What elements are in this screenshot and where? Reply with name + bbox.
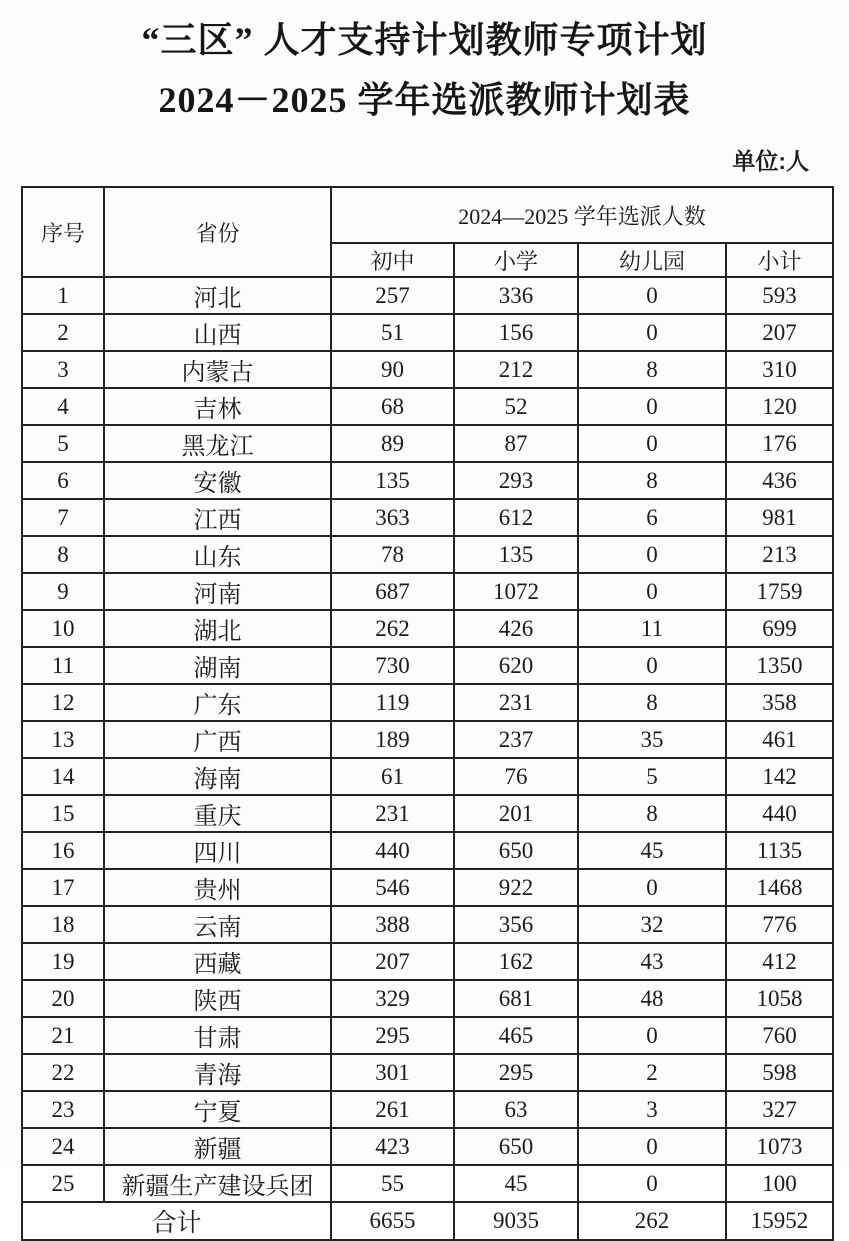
- row-kindergarten: 0: [578, 573, 726, 610]
- row-kindergarten: 0: [578, 277, 726, 314]
- row-index: 17: [22, 869, 104, 906]
- row-primary: 336: [454, 277, 578, 314]
- row-subtotal: 120: [726, 388, 833, 425]
- row-junior: 207: [331, 943, 454, 980]
- row-primary: 681: [454, 980, 578, 1017]
- total-junior: 6655: [331, 1202, 454, 1240]
- row-junior: 546: [331, 869, 454, 906]
- row-province: 重庆: [104, 795, 331, 832]
- row-junior: 55: [331, 1165, 454, 1202]
- row-index: 12: [22, 684, 104, 721]
- table-row: [22, 277, 833, 314]
- row-primary: 162: [454, 943, 578, 980]
- row-kindergarten: 8: [578, 795, 726, 832]
- row-subtotal: 327: [726, 1091, 833, 1128]
- row-primary: 52: [454, 388, 578, 425]
- row-primary: 356: [454, 906, 578, 943]
- row-kindergarten: 8: [578, 351, 726, 388]
- row-kindergarten: 0: [578, 536, 726, 573]
- row-primary: 612: [454, 499, 578, 536]
- table-row: [22, 980, 833, 1017]
- row-index: 6: [22, 462, 104, 499]
- row-subtotal: 213: [726, 536, 833, 573]
- row-kindergarten: 3: [578, 1091, 726, 1128]
- row-subtotal: 1350: [726, 647, 833, 684]
- row-primary: 87: [454, 425, 578, 462]
- row-province: 西藏: [104, 943, 331, 980]
- row-junior: 388: [331, 906, 454, 943]
- table-row: [22, 610, 833, 647]
- row-junior: 329: [331, 980, 454, 1017]
- table-row: [22, 499, 833, 536]
- row-province: 广东: [104, 684, 331, 721]
- row-subtotal: 358: [726, 684, 833, 721]
- row-index: 11: [22, 647, 104, 684]
- row-subtotal: 142: [726, 758, 833, 795]
- table-row: [22, 906, 833, 943]
- row-subtotal: 776: [726, 906, 833, 943]
- row-kindergarten: 2: [578, 1054, 726, 1091]
- row-primary: 237: [454, 721, 578, 758]
- total-subtotal: 15952: [726, 1202, 833, 1240]
- row-junior: 189: [331, 721, 454, 758]
- row-province: 四川: [104, 832, 331, 869]
- row-index: 3: [22, 351, 104, 388]
- row-kindergarten: 8: [578, 684, 726, 721]
- row-kindergarten: 0: [578, 1165, 726, 1202]
- row-subtotal: 440: [726, 795, 833, 832]
- row-subtotal: 176: [726, 425, 833, 462]
- row-junior: 423: [331, 1128, 454, 1165]
- row-province: 吉林: [104, 388, 331, 425]
- document-title-line2: 2024－2025 学年选派教师计划表: [158, 80, 691, 120]
- total-kindergarten: 262: [578, 1202, 726, 1240]
- row-primary: 650: [454, 1128, 578, 1165]
- row-kindergarten: 0: [578, 1128, 726, 1165]
- table-row: [22, 721, 833, 758]
- row-junior: 262: [331, 610, 454, 647]
- row-primary: 650: [454, 832, 578, 869]
- row-subtotal: 593: [726, 277, 833, 314]
- row-subtotal: 1759: [726, 573, 833, 610]
- header-province: 省份: [104, 187, 331, 277]
- row-kindergarten: 0: [578, 1017, 726, 1054]
- row-primary: 620: [454, 647, 578, 684]
- table-row: [22, 388, 833, 425]
- row-junior: 68: [331, 388, 454, 425]
- row-subtotal: 699: [726, 610, 833, 647]
- row-junior: 261: [331, 1091, 454, 1128]
- row-primary: 212: [454, 351, 578, 388]
- row-province: 云南: [104, 906, 331, 943]
- row-primary: 63: [454, 1091, 578, 1128]
- row-kindergarten: 0: [578, 314, 726, 351]
- row-junior: 90: [331, 351, 454, 388]
- table-row: [22, 573, 833, 610]
- table-row: [22, 1091, 833, 1128]
- row-index: 22: [22, 1054, 104, 1091]
- total-primary: 9035: [454, 1202, 578, 1240]
- row-junior: 257: [331, 277, 454, 314]
- row-kindergarten: 45: [578, 832, 726, 869]
- row-primary: 426: [454, 610, 578, 647]
- row-province: 内蒙古: [104, 351, 331, 388]
- row-primary: 1072: [454, 573, 578, 610]
- row-junior: 89: [331, 425, 454, 462]
- row-province: 湖南: [104, 647, 331, 684]
- row-junior: 231: [331, 795, 454, 832]
- row-province: 安徽: [104, 462, 331, 499]
- row-junior: 730: [331, 647, 454, 684]
- row-primary: 135: [454, 536, 578, 573]
- row-junior: 61: [331, 758, 454, 795]
- table-row: [22, 314, 833, 351]
- row-province: 宁夏: [104, 1091, 331, 1128]
- row-subtotal: 461: [726, 721, 833, 758]
- header-index: 序号: [22, 187, 104, 277]
- row-index: 19: [22, 943, 104, 980]
- table-row: [22, 1165, 833, 1202]
- row-province: 河南: [104, 573, 331, 610]
- row-junior: 295: [331, 1017, 454, 1054]
- row-index: 24: [22, 1128, 104, 1165]
- row-index: 2: [22, 314, 104, 351]
- row-province: 河北: [104, 277, 331, 314]
- row-index: 10: [22, 610, 104, 647]
- row-index: 13: [22, 721, 104, 758]
- row-index: 16: [22, 832, 104, 869]
- row-primary: 293: [454, 462, 578, 499]
- row-province: 海南: [104, 758, 331, 795]
- row-kindergarten: 32: [578, 906, 726, 943]
- row-primary: 201: [454, 795, 578, 832]
- row-junior: 78: [331, 536, 454, 573]
- row-subtotal: 1058: [726, 980, 833, 1017]
- row-kindergarten: 0: [578, 425, 726, 462]
- row-subtotal: 436: [726, 462, 833, 499]
- table-row: [22, 758, 833, 795]
- row-kindergarten: 5: [578, 758, 726, 795]
- row-index: 7: [22, 499, 104, 536]
- row-index: 25: [22, 1165, 104, 1202]
- row-primary: 76: [454, 758, 578, 795]
- header-subtotal: 小计: [726, 243, 833, 277]
- table-row: [22, 536, 833, 573]
- row-kindergarten: 0: [578, 388, 726, 425]
- row-province: 山西: [104, 314, 331, 351]
- row-primary: 45: [454, 1165, 578, 1202]
- table-row: [22, 425, 833, 462]
- table-row: [22, 795, 833, 832]
- header-row-group: [22, 187, 833, 243]
- row-junior: 301: [331, 1054, 454, 1091]
- row-primary: 465: [454, 1017, 578, 1054]
- header-junior: 初中: [331, 243, 454, 277]
- row-province: 江西: [104, 499, 331, 536]
- row-subtotal: 1135: [726, 832, 833, 869]
- row-junior: 687: [331, 573, 454, 610]
- table-row: [22, 647, 833, 684]
- row-index: 14: [22, 758, 104, 795]
- row-subtotal: 310: [726, 351, 833, 388]
- row-junior: 363: [331, 499, 454, 536]
- document-title-line1: “三区” 人才支持计划教师专项计划: [141, 20, 708, 60]
- table-row: [22, 351, 833, 388]
- row-subtotal: 100: [726, 1165, 833, 1202]
- table-row: [22, 684, 833, 721]
- row-subtotal: 760: [726, 1017, 833, 1054]
- row-province: 贵州: [104, 869, 331, 906]
- unit-label: 单位:人: [732, 148, 809, 174]
- row-primary: 156: [454, 314, 578, 351]
- row-subtotal: 207: [726, 314, 833, 351]
- row-province: 新疆: [104, 1128, 331, 1165]
- row-province: 陕西: [104, 980, 331, 1017]
- header-primary: 小学: [454, 243, 578, 277]
- total-row: [22, 1202, 833, 1240]
- row-kindergarten: 6: [578, 499, 726, 536]
- row-kindergarten: 35: [578, 721, 726, 758]
- row-junior: 119: [331, 684, 454, 721]
- table-row: [22, 1017, 833, 1054]
- row-kindergarten: 48: [578, 980, 726, 1017]
- table-row: [22, 462, 833, 499]
- row-primary: 295: [454, 1054, 578, 1091]
- header-group-span: 2024—2025 学年选派人数: [331, 187, 833, 243]
- teacher-plan-table: [21, 186, 834, 1241]
- row-index: 5: [22, 425, 104, 462]
- row-province: 青海: [104, 1054, 331, 1091]
- row-province: 山东: [104, 536, 331, 573]
- table-row: [22, 943, 833, 980]
- row-kindergarten: 0: [578, 647, 726, 684]
- row-junior: 440: [331, 832, 454, 869]
- row-province: 广西: [104, 721, 331, 758]
- row-kindergarten: 0: [578, 869, 726, 906]
- row-province: 湖北: [104, 610, 331, 647]
- row-subtotal: 598: [726, 1054, 833, 1091]
- table-row: [22, 1128, 833, 1165]
- row-kindergarten: 43: [578, 943, 726, 980]
- row-province: 甘肃: [104, 1017, 331, 1054]
- row-index: 20: [22, 980, 104, 1017]
- row-index: 9: [22, 573, 104, 610]
- row-province: 黑龙江: [104, 425, 331, 462]
- row-kindergarten: 8: [578, 462, 726, 499]
- row-subtotal: 981: [726, 499, 833, 536]
- row-index: 15: [22, 795, 104, 832]
- row-subtotal: 1468: [726, 869, 833, 906]
- header-kindergarten: 幼儿园: [578, 243, 726, 277]
- table-row: [22, 1054, 833, 1091]
- row-index: 18: [22, 906, 104, 943]
- table-row: [22, 869, 833, 906]
- row-subtotal: 412: [726, 943, 833, 980]
- row-index: 4: [22, 388, 104, 425]
- row-index: 1: [22, 277, 104, 314]
- row-province: 新疆生产建设兵团: [104, 1165, 331, 1202]
- row-primary: 231: [454, 684, 578, 721]
- row-index: 21: [22, 1017, 104, 1054]
- row-index: 8: [22, 536, 104, 573]
- row-index: 23: [22, 1091, 104, 1128]
- row-junior: 135: [331, 462, 454, 499]
- row-kindergarten: 11: [578, 610, 726, 647]
- total-label: 合计: [22, 1202, 331, 1240]
- row-subtotal: 1073: [726, 1128, 833, 1165]
- row-primary: 922: [454, 869, 578, 906]
- row-junior: 51: [331, 314, 454, 351]
- table-row: [22, 832, 833, 869]
